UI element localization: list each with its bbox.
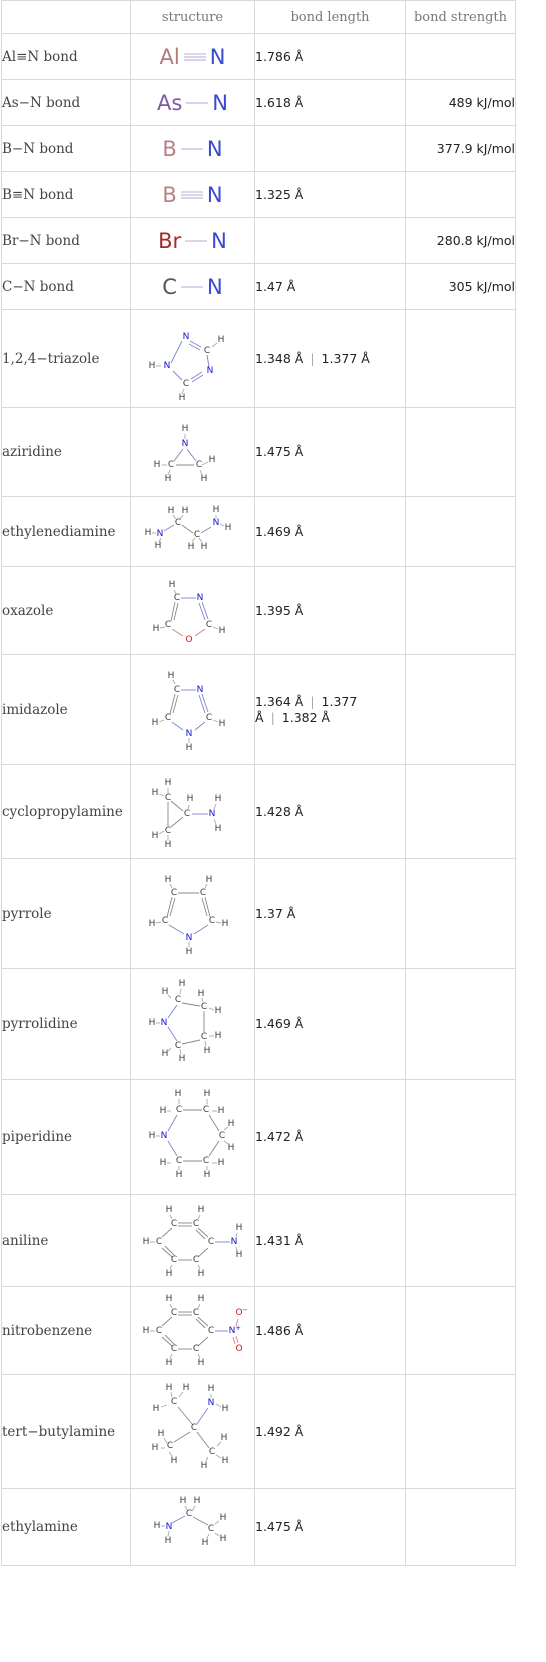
table-row [2, 1195, 516, 1287]
table-row [2, 1375, 516, 1489]
svg-text:C: C [167, 460, 174, 470]
bond-formula [162, 275, 222, 299]
svg-text:C: C [161, 915, 168, 926]
svg-text:N: N [165, 1522, 172, 1532]
bond-strength: 305 kJ/mol [406, 264, 516, 310]
svg-text:C: C [202, 1156, 209, 1166]
svg-text:C: C [182, 378, 189, 389]
bond-length: 1.47 Å [255, 264, 406, 310]
svg-text:N: N [206, 365, 213, 376]
structure-cell [131, 1375, 255, 1489]
svg-text:H: H [167, 505, 174, 516]
triple-bond-icon [184, 52, 206, 62]
svg-text:C: C [218, 1131, 225, 1141]
svg-text:H: H [200, 474, 207, 484]
imidazole-structure [138, 662, 248, 758]
structure-cell [131, 310, 255, 408]
svg-text:H: H [157, 1428, 164, 1439]
svg-text:C: C [164, 712, 171, 723]
ethylenediamine-structure [138, 501, 248, 563]
svg-text:H: H [197, 1293, 204, 1304]
separator: | [310, 350, 315, 366]
structure-cell [131, 172, 255, 218]
svg-text:H: H [217, 1106, 224, 1116]
svg-text:H: H [218, 718, 225, 729]
svg-text:C: C [174, 517, 181, 528]
svg-text:H: H [179, 1496, 186, 1506]
svg-text:N: N [228, 1325, 235, 1336]
svg-text:C: C [155, 1236, 162, 1247]
svg-text:C: C [195, 460, 202, 470]
svg-text:H: H [165, 1204, 172, 1215]
svg-text:H: H [214, 793, 221, 804]
svg-text:H: H [181, 505, 188, 516]
cyclopropylamine-structure [138, 769, 248, 855]
bond-formula [162, 137, 222, 161]
svg-text:H: H [148, 360, 155, 371]
atom-a: B [162, 136, 177, 161]
row-name: B−N bond [2, 126, 131, 172]
bond-strength [406, 1489, 516, 1566]
table-row [2, 80, 516, 126]
single-bond-icon [181, 144, 203, 154]
svg-text:H: H [227, 1119, 234, 1129]
svg-text:H: H [165, 1268, 172, 1279]
svg-text:N: N [208, 808, 215, 819]
svg-text:H: H [164, 777, 171, 788]
svg-text:H: H [203, 1046, 210, 1056]
row-name: Br−N bond [2, 218, 131, 264]
bond-length: 1.469 Å [255, 497, 406, 567]
bond-formula [160, 45, 226, 69]
row-name: As−N bond [2, 80, 131, 126]
atom-b: N [212, 90, 229, 115]
row-name: imidazole [2, 655, 131, 765]
svg-text:C: C [190, 1422, 197, 1433]
atom-b: N [209, 44, 226, 69]
svg-text:H: H [205, 874, 212, 885]
length-value: 1.377 Å [321, 350, 370, 366]
svg-text:C: C [170, 1254, 177, 1265]
bond-strength [406, 1195, 516, 1287]
structure-cell [131, 969, 255, 1080]
svg-text:C: C [164, 825, 171, 836]
svg-text:H: H [152, 623, 159, 634]
svg-text:C: C [173, 592, 180, 603]
table-row [2, 497, 516, 567]
svg-text:H: H [164, 1536, 171, 1546]
svg-text:H: H [235, 1222, 242, 1233]
structure-cell [131, 1080, 255, 1195]
bond-length [255, 126, 406, 172]
bond-strength [406, 1080, 516, 1195]
svg-text:H: H [170, 1455, 177, 1466]
row-name: nitrobenzene [2, 1287, 131, 1375]
bond-strength [406, 765, 516, 859]
bond-table [1, 0, 516, 1566]
header-blank [2, 1, 131, 34]
header-row [2, 1, 516, 34]
row-name: B≡N bond [2, 172, 131, 218]
svg-text:H: H [219, 1513, 226, 1523]
header-bond-strength: bond strength [406, 1, 516, 34]
svg-text:H: H [153, 1521, 160, 1531]
svg-text:H: H [167, 670, 174, 681]
svg-text:N: N [163, 360, 170, 371]
bond-strength [406, 567, 516, 655]
svg-text:C: C [166, 1440, 173, 1451]
table-row [2, 1080, 516, 1195]
structure-cell [131, 1195, 255, 1287]
table-row [2, 567, 516, 655]
row-name: pyrrolidine [2, 969, 131, 1080]
svg-text:H: H [214, 1006, 221, 1016]
svg-text:H: H [212, 504, 219, 515]
table-row [2, 859, 516, 969]
bond-length: 1.428 Å [255, 765, 406, 859]
bond-length: 1.37 Å [255, 859, 406, 969]
structure-cell [131, 655, 255, 765]
structure-cell [131, 1489, 255, 1566]
svg-text:H: H [142, 1236, 149, 1247]
svg-text:H: H [165, 1382, 172, 1393]
svg-text:H: H [218, 625, 225, 636]
single-bond-icon [186, 98, 208, 108]
atom-b: N [206, 274, 223, 299]
svg-text:C: C [174, 1041, 181, 1051]
svg-text:N: N [181, 439, 188, 449]
svg-text:H: H [148, 1131, 155, 1141]
atom-a: As [156, 90, 183, 115]
svg-text:C: C [174, 995, 181, 1005]
bond-strength: 280.8 kJ/mol [406, 218, 516, 264]
structure-cell [131, 859, 255, 969]
svg-text:H: H [164, 839, 171, 850]
atom-b: N [206, 136, 223, 161]
svg-text:C: C [175, 1156, 182, 1166]
svg-text:H: H [221, 918, 228, 929]
svg-text:C: C [207, 1325, 214, 1336]
row-name: aniline [2, 1195, 131, 1287]
svg-text:C: C [199, 887, 206, 898]
structure-cell [131, 126, 255, 172]
bond-strength [406, 1375, 516, 1489]
svg-text:C: C [192, 1343, 199, 1354]
table-row [2, 1287, 516, 1375]
svg-text:C: C [185, 1509, 192, 1519]
bond-strength [406, 408, 516, 497]
svg-text:C: C [183, 808, 190, 819]
oxazole-structure [138, 572, 248, 650]
row-name: ethylenediamine [2, 497, 131, 567]
table-row [2, 408, 516, 497]
svg-text:C: C [175, 1105, 182, 1115]
atom-a: C [162, 274, 177, 299]
svg-text:H: H [227, 1143, 234, 1153]
svg-text:H: H [200, 1460, 207, 1471]
table-row [2, 655, 516, 765]
svg-text:N: N [196, 592, 203, 603]
svg-text:N: N [160, 1018, 167, 1028]
svg-text:C: C [155, 1325, 162, 1336]
bond-length: 1.492 Å [255, 1375, 406, 1489]
svg-text:H: H [197, 1357, 204, 1368]
svg-text:H: H [159, 1158, 166, 1168]
bond-length: 1.475 Å [255, 1489, 406, 1566]
row-name: pyrrole [2, 859, 131, 969]
svg-text:N: N [160, 1131, 167, 1141]
svg-text:H: H [193, 1496, 200, 1506]
bond-strength: 377.9 kJ/mol [406, 126, 516, 172]
length-value: 1.348 Å [255, 350, 304, 366]
single-bond-icon [181, 282, 203, 292]
svg-text:H: H [152, 1403, 159, 1414]
svg-text:C: C [170, 1307, 177, 1318]
bond-length: 1.395 Å [255, 567, 406, 655]
svg-text:C: C [200, 1032, 207, 1042]
svg-text:H: H [142, 1325, 149, 1336]
svg-text:N: N [207, 1397, 214, 1408]
svg-text:C: C [164, 792, 171, 803]
piperidine-structure [138, 1085, 248, 1189]
table-row [2, 264, 516, 310]
table-row [2, 34, 516, 80]
row-name: C−N bond [2, 264, 131, 310]
svg-text:H: H [151, 717, 158, 728]
svg-text:N: N [156, 528, 163, 539]
svg-text:C: C [170, 887, 177, 898]
bond-length: 1.486 Å [255, 1287, 406, 1375]
svg-text:H: H [181, 424, 188, 434]
single-bond-icon [185, 236, 207, 246]
svg-text:C: C [192, 1254, 199, 1265]
row-name: 1,2,4−triazole [2, 310, 131, 408]
svg-text:H: H [161, 1049, 168, 1059]
svg-text:C: C [208, 915, 215, 926]
svg-text:H: H [164, 474, 171, 484]
bond-length: 1.469 Å [255, 969, 406, 1080]
svg-text:N: N [196, 684, 203, 695]
svg-text:C: C [193, 529, 200, 540]
structure-cell [131, 80, 255, 126]
row-name: tert−butylamine [2, 1375, 131, 1489]
svg-text:H: H [203, 1089, 210, 1099]
length-value: 1.364 Å [255, 693, 304, 709]
row-name: piperidine [2, 1080, 131, 1195]
ethylamine-structure [138, 1492, 248, 1562]
table-row [2, 969, 516, 1080]
svg-text:H: H [235, 1249, 242, 1260]
svg-text:H: H [201, 1538, 208, 1548]
svg-text:H: H [164, 874, 171, 885]
svg-text:H: H [214, 823, 221, 834]
svg-text:H: H [165, 1293, 172, 1304]
bond-length: 1.618 Å [255, 80, 406, 126]
svg-text:C: C [200, 1002, 207, 1012]
bond-length [255, 218, 406, 264]
row-name: aziridine [2, 408, 131, 497]
bond-strength [406, 969, 516, 1080]
triple-bond-icon [181, 190, 203, 200]
svg-text:H: H [197, 989, 204, 999]
bond-length: 1.475 Å [255, 408, 406, 497]
structure-cell [131, 218, 255, 264]
svg-text:H: H [144, 527, 151, 538]
svg-text:H: H [182, 1382, 189, 1393]
table-row [2, 218, 516, 264]
header-bond-length: bond length [255, 1, 406, 34]
svg-text:H: H [214, 1031, 221, 1041]
separator: | [310, 693, 315, 709]
structure-cell [131, 765, 255, 859]
triazole-structure [138, 316, 248, 402]
bond-length: 1.472 Å [255, 1080, 406, 1195]
svg-text:C: C [203, 345, 210, 356]
atom-b: N [211, 228, 227, 253]
svg-text:C: C [207, 1236, 214, 1247]
atom-a: B [162, 182, 177, 207]
svg-text:H: H [153, 460, 160, 470]
bond-length: 1.431 Å [255, 1195, 406, 1287]
svg-text:H: H [217, 1158, 224, 1168]
row-name: Al≡N bond [2, 34, 131, 80]
svg-text:H: H [197, 1204, 204, 1215]
bond-strength [406, 172, 516, 218]
svg-text:−: − [241, 1305, 248, 1314]
aziridine-structure [138, 413, 248, 491]
table-row [2, 310, 516, 408]
row-name: ethylamine [2, 1489, 131, 1566]
svg-text:H: H [224, 522, 231, 533]
svg-text:H: H [165, 1357, 172, 1368]
bond-formula [162, 183, 222, 207]
svg-text:C: C [170, 1396, 177, 1407]
svg-text:C: C [192, 1307, 199, 1318]
pyrrole-structure [138, 866, 248, 962]
svg-text:H: H [178, 1054, 185, 1064]
bond-strength [406, 34, 516, 80]
svg-text:H: H [217, 334, 224, 345]
structure-cell [131, 497, 255, 567]
svg-text:H: H [185, 742, 192, 753]
tert-butylamine-structure [138, 1380, 248, 1484]
bond-length [255, 655, 406, 765]
svg-text:H: H [207, 1383, 214, 1394]
svg-text:O: O [184, 634, 193, 645]
svg-text:H: H [219, 1534, 226, 1544]
bond-formula [157, 91, 228, 115]
svg-text:C: C [173, 684, 180, 695]
svg-text:H: H [178, 979, 185, 989]
bond-strength [406, 497, 516, 567]
svg-text:N: N [212, 517, 219, 528]
nitrobenzene-structure [138, 1291, 248, 1371]
svg-text:H: H [151, 787, 158, 798]
svg-text:H: H [178, 392, 185, 402]
svg-text:C: C [170, 1218, 177, 1229]
structure-cell [131, 567, 255, 655]
svg-text:H: H [220, 1432, 227, 1443]
svg-text:H: H [203, 1170, 210, 1180]
svg-text:H: H [148, 1018, 155, 1028]
svg-text:H: H [159, 1106, 166, 1116]
svg-text:H: H [197, 1268, 204, 1279]
pyrrolidine-structure [138, 974, 248, 1074]
svg-text:H: H [168, 579, 175, 590]
svg-text:C: C [192, 1218, 199, 1229]
bond-strength: 489 kJ/mol [406, 80, 516, 126]
svg-text:H: H [148, 918, 155, 929]
bond-strength [406, 655, 516, 765]
svg-text:C: C [202, 1105, 209, 1115]
separator: | [270, 709, 275, 725]
svg-text:C: C [164, 619, 171, 630]
atom-a: Al [159, 44, 180, 69]
svg-text:C: C [205, 712, 212, 723]
svg-text:C: C [207, 1524, 214, 1534]
svg-text:N: N [230, 1236, 237, 1247]
table-row [2, 172, 516, 218]
svg-text:H: H [221, 1403, 228, 1414]
length-value: 1.382 Å [281, 709, 331, 725]
bond-length: 1.325 Å [255, 172, 406, 218]
length-value: 1.377 Å [255, 693, 358, 725]
table-row [2, 1489, 516, 1566]
table-row [2, 765, 516, 859]
atom-b: N [206, 182, 223, 207]
svg-text:C: C [208, 1446, 215, 1457]
svg-text:C: C [205, 619, 212, 630]
atom-a: Br [158, 228, 182, 253]
svg-text:H: H [185, 946, 192, 957]
svg-text:H: H [187, 541, 194, 552]
bond-strength [406, 859, 516, 969]
structure-cell [131, 408, 255, 497]
structure-cell [131, 1287, 255, 1375]
header-structure: structure [131, 1, 255, 34]
bond-length [255, 310, 406, 408]
bond-strength [406, 1287, 516, 1375]
svg-text:H: H [186, 793, 193, 804]
svg-text:H: H [151, 1442, 158, 1453]
svg-text:H: H [175, 1170, 182, 1180]
bond-formula [158, 229, 227, 253]
structure-cell [131, 34, 255, 80]
svg-text:N: N [185, 932, 192, 943]
svg-text:O: O [234, 1343, 243, 1354]
svg-text:+: + [234, 1323, 241, 1332]
svg-text:N: N [182, 331, 189, 342]
row-name: oxazole [2, 567, 131, 655]
table-row [2, 126, 516, 172]
structure-cell [131, 264, 255, 310]
aniline-structure [138, 1199, 248, 1283]
svg-text:H: H [200, 541, 207, 552]
bond-length: 1.786 Å [255, 34, 406, 80]
svg-text:N: N [185, 728, 192, 739]
row-name: cyclopropylamine [2, 765, 131, 859]
svg-text:H: H [151, 830, 158, 841]
svg-text:C: C [170, 1343, 177, 1354]
svg-text:H: H [174, 1089, 181, 1099]
svg-text:O: O [234, 1307, 243, 1318]
svg-text:H: H [161, 987, 168, 997]
bond-strength [406, 310, 516, 408]
svg-text:H: H [221, 1455, 228, 1466]
svg-text:H: H [208, 455, 215, 465]
svg-text:H: H [154, 540, 161, 551]
